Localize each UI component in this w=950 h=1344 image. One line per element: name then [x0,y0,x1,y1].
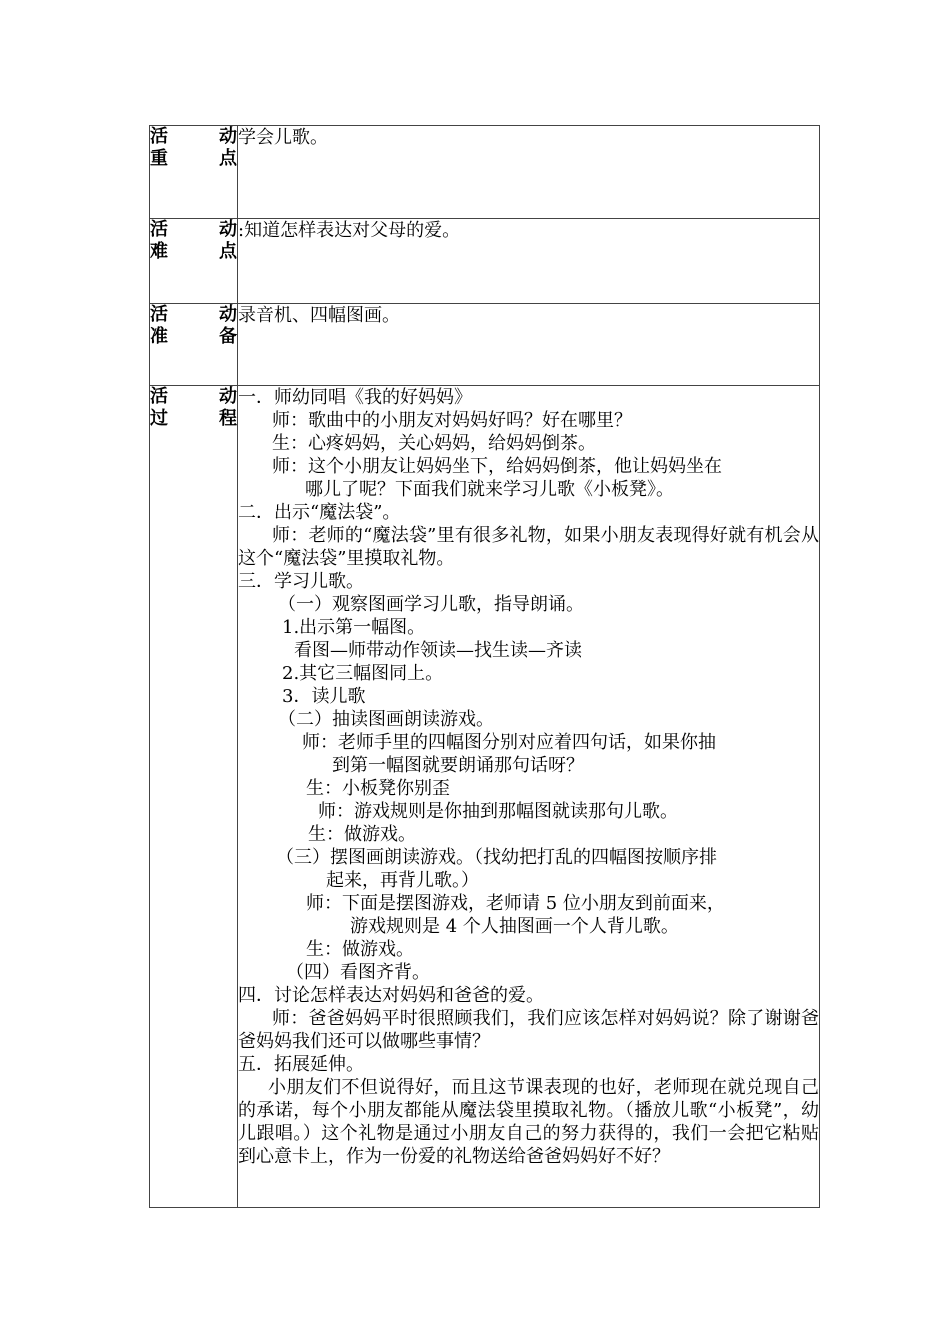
label-preparation: 活 动 准 备 [150,304,238,386]
teacher-line-cont: 到第一幅图就要朗诵那句话呀？ [332,755,584,776]
label-key-points: 活 动 重 点 [150,126,238,219]
label-difficult-points: 活 动 难 点 [150,219,238,304]
subsection-heading-cont: 起来，再背儿歌。） [326,870,479,891]
teacher-line: 师：歌曲中的小朋友对妈妈好吗？好在哪里？ [272,410,632,431]
section-3-heading: 三．学习儿歌。 [238,571,364,592]
row-process [150,386,820,1208]
teacher-line: 师：这个小朋友让妈妈坐下，给妈妈倒茶，他让妈妈坐在 [272,456,722,477]
step-line: 2.其它三幅图同上。 [282,663,444,684]
row-difficult-points [150,219,820,304]
step-line: 3．读儿歌 [282,686,366,707]
subsection-heading: （三）摆图画朗读游戏。（找幼把打乱的四幅图按顺序排 [276,847,717,868]
row-preparation [150,304,820,386]
section-4-heading: 四．讨论怎样表达对妈妈和爸爸的爱。 [238,985,544,1006]
teacher-line: 师：老师手里的四幅图分别对应着四句话，如果你抽 [302,732,716,753]
student-line: 生：做游戏。 [306,939,414,960]
teacher-paragraph: 师：老师的“魔法袋”里有很多礼物，如果小朋友表现得好就有机会从这个“魔法袋”里摸取礼物。 [238,525,819,569]
student-line: 生：做游戏。 [308,824,416,845]
section-2-heading: 二．出示“魔法袋”。 [238,502,401,523]
content-process [238,386,820,1208]
extension-paragraph: 小朋友们不但说得好，而且这节课表现的也好，老师现在就兑现自己的承诺，每个小朋友都能从魔法袋里摸取礼物。（播放儿歌“小板凳”，幼儿跟唱。）这个礼物是通过小朋友自己的努力获得的，我们一会把它粘贴到心意卡上，作为一份爱的礼物送给爸爸妈妈好不好？ [238,1077,819,1167]
row-key-points [150,126,820,219]
teacher-line-cont: 哪儿了呢？下面我们就来学习儿歌《小板凳》。 [305,479,674,500]
content-key-points: 学会儿歌。 [238,126,820,219]
label-process: 活 动 过 程 [150,386,238,1208]
student-line: 生：心疼妈妈，关心妈妈，给妈妈倒茶。 [272,433,596,454]
teacher-paragraph: 师：爸爸妈妈平时很照顾我们，我们应该怎样对妈妈说？除了谢谢爸爸妈妈我们还可以做哪些事情？ [238,1008,819,1052]
teacher-line: 师：游戏规则是你抽到那幅图就读那句儿歌。 [318,801,678,822]
content-difficult-points: :知道怎样表达对父母的爱。 [238,219,820,304]
teacher-line: 师：下面是摆图游戏，老师请 5 位小朋友到前面来， [306,893,725,914]
step-line: 1.出示第一幅图。 [282,617,426,638]
section-5-heading: 五．拓展延伸。 [238,1054,364,1075]
subsection-heading: （一）观察图画学习儿歌，指导朗诵。 [278,594,584,615]
content-preparation: 录音机、四幅图画。 [238,304,820,386]
step-line: 看图—师带动作领读—找生读—齐读 [294,640,582,661]
section-1-heading: 一．师幼同唱《我的好妈妈》 [238,387,472,408]
subsection-heading: （四）看图齐背。 [286,962,430,983]
subsection-heading: （二）抽读图画朗读游戏。 [278,709,494,730]
lesson-plan-table [149,125,820,1208]
teacher-line-cont: 游戏规则是 4 个人抽图画一个人背儿歌。 [350,916,679,937]
student-line: 生：小板凳你别歪 [306,778,450,799]
